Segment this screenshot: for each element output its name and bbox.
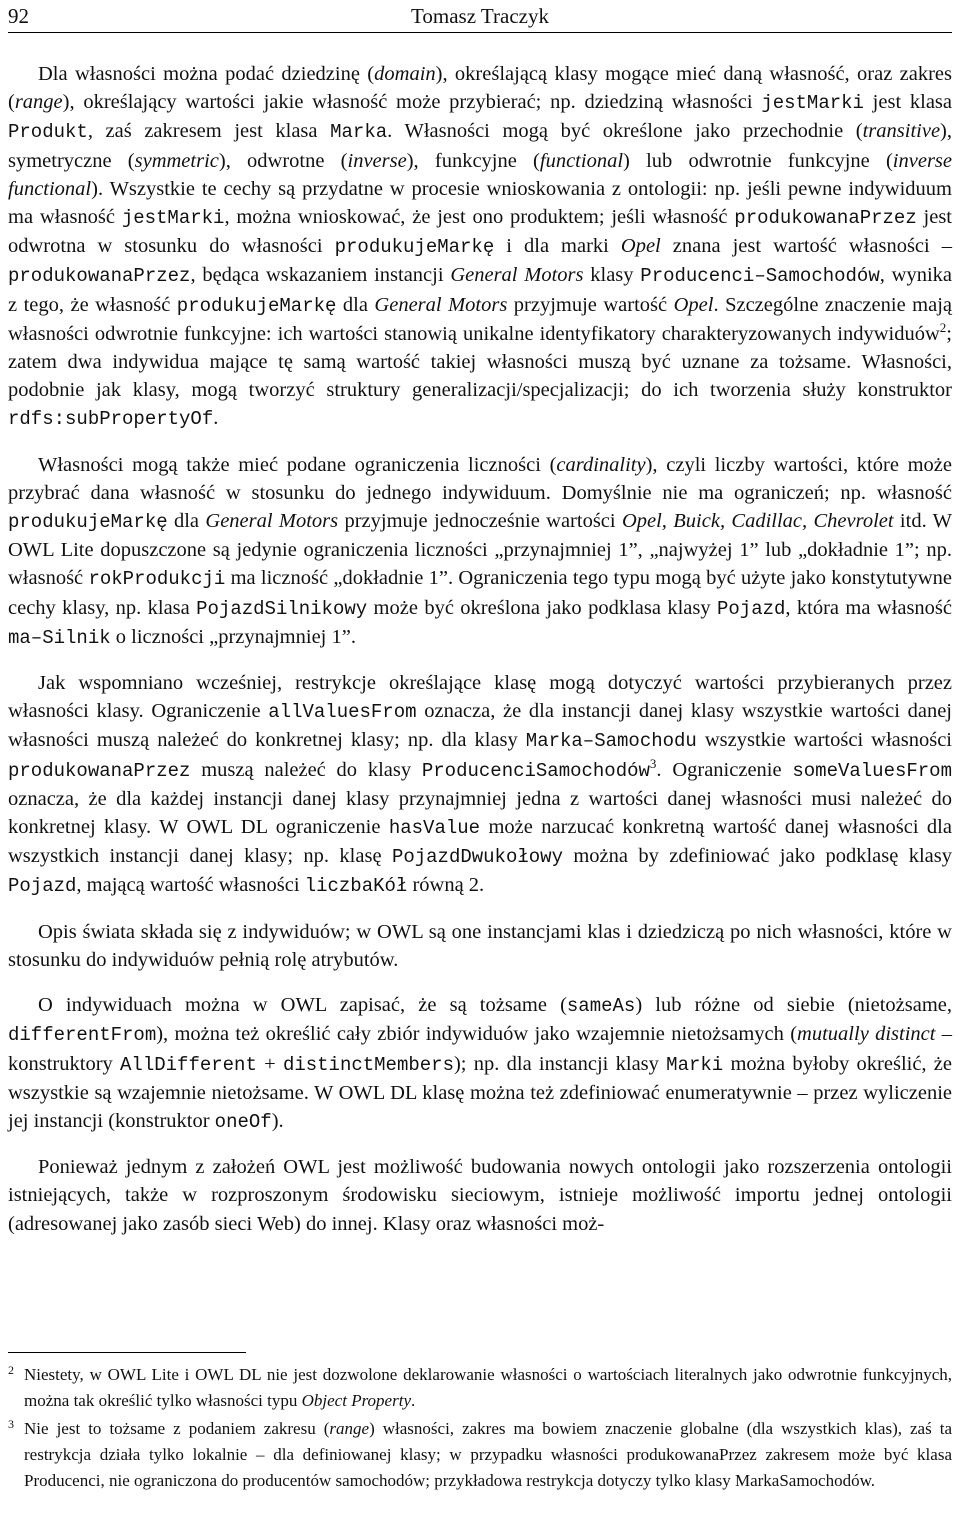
body-text (8, 60, 952, 1255)
code-term: oneOf (214, 1110, 272, 1133)
footnotes (8, 1362, 952, 1496)
code-term: produkujeMarkę (176, 294, 337, 317)
page-header (8, 0, 952, 33)
code-term: produkowanaPrzez (8, 265, 191, 288)
code-term: hasValue (388, 817, 481, 840)
code-term: Pojazd (716, 597, 786, 620)
code-term: AllDifferent (120, 1053, 257, 1076)
page-number: 92 (8, 4, 29, 28)
paragraph-individuals: Opis świata składa się z indywiduów; w OWL są one instancjami klas i dziedziczą po nich własności, które w stosunku do indywiduów pełnią rolę atrybutów. (8, 920, 952, 971)
code-term: PojazdDwukołowy (391, 846, 563, 869)
code-term: differentFrom (8, 1024, 157, 1047)
footnote-2: 2 Niestety, w OWL Lite i OWL DL nie jest dozwolone deklarowanie własności o wartościach literalnych jako odwrotnie funkcyjnych, można tak określić tylko własności typu Object Property. (8, 1362, 952, 1414)
code-term: Producenci–Samochodów (640, 265, 880, 288)
code-term: produkowanaPrzez (8, 759, 191, 782)
code-term: distinctMembers (282, 1053, 454, 1076)
code-term: rokProdukcji (88, 568, 226, 591)
footnote-3: 3 Nie jest to tożsame z podaniem zakresu (range) własności, zakres ma bowiem znaczenie globalne (dla wszystkich klas), zaś ta restrykcja działa tylko lokalnie – dla definiowanej klasy; w przypadku własności produkowanaPrzez zakresem może być klasa Producenci, nie ograniczona do producentów samochodów; przykładowa restrykcja dotyczy tylko klasy MarkaSamochodów. (8, 1416, 952, 1494)
footnote-ref-3[interactable]: 3 (649, 755, 657, 771)
paragraph-imports: Ponieważ jednym z założeń OWL jest możliwość budowania nowych ontologii jako rozszerzenia ontologii istniejących, także w rozproszonym środowisku sieciowym, istnieje możliwość importu jednej ontologii (adresowanej jako zasób sieci Web) do innej. Klasy oraz własności moż- (8, 1156, 952, 1235)
paragraph-properties-domain-range: Dla własności można podać dziedzinę (domain), określającą klasy mogące mieć daną własność, oraz zakres (range), określający wartości jakie własność może przybierać; np. dziedziną własności jestMarki jest klasa Produkt, zaś zakresem jest klasa Marka. Własności mogą być określone jako przechodnie (transitive), symetryczne (symmetric), odwrotne (inverse), funkcyjne (functional) lub odwrotnie funkcyjne (inverse functional). Wszystkie te cechy są przydatne w procesie wnioskowania z ontologii: np. jeśli pewne indywiduum ma własność jestMarki, można wnioskować, że jest ono produktem; jeśli własność produkowanaPrzez jest odwrotna w stosunku do własności produkujeMarkę i dla marki Opel znana jest wartość własności – produkowanaPrzez, będąca wskazaniem instancji General Motors klasy Producenci–Samochodów, wynika z tego, że własność produkujeMarkę dla General Motors przyjmuje wartość Opel. Szczególne znaczenie mają własności odwrotnie funkcyjne: ich wartości stanowią unikalne identyfikatory charakteryzowanych indywiduów$^2$; zatem dwa indywidua mające tę samą wartość takiej własności muszą być uznane za tożsame. Własności, podobnie jak klasy, mogą tworzyć struktury generalizacji/specjalizacji; do ich tworzenia służy konstruktor rdfs:subPropertyOf. (8, 63, 953, 431)
code-term: Marka (330, 121, 388, 144)
code-term: produkowanaPrzez (734, 207, 917, 230)
footnote-ref-2[interactable]: 2 (939, 320, 947, 335)
code-term: someValuesFrom (792, 759, 952, 782)
footnote-separator (8, 1352, 246, 1353)
running-head-author: Tomasz Traczyk (411, 4, 549, 28)
code-term: jestMarki (121, 207, 225, 230)
code-term: Marka–Samochodu (525, 730, 697, 753)
code-term: PojazdSilnikowy (196, 597, 368, 620)
code-term: ProducenciSamochodów (421, 759, 650, 782)
code-term: produkujeMarkę (8, 511, 168, 534)
paragraph-value-restrictions: Jak wspomniano wcześniej, restrykcje określające klasę mogą dotyczyć wartości przybieranych przez własności klasy. Ograniczenie allValuesFrom oznacza, że dla instancji danej klasy wszystkie wartości danej własności muszą należeć do konkretnej klasy; np. dla klasy Marka–Samochodu wszystkie wartości własności produkowanaPrzez muszą należeć do klasy ProducenciSamochodów$^3$. Ograniczenie someValuesFrom oznacza, że dla każdej instancji danej klasy przynajmniej jedna z wartości danej własności musi należeć do konkretnej klasy. W OWL DL ograniczenie hasValue może narzucać konkretną wartość danej własności dla wszystkich instancji danej klasy; np. klasę PojazdDwukołowy można by zdefiniować jako podklasę klasy Pojazd, mającą wartość własności liczbaKół równą 2. (8, 672, 952, 898)
code-term: sameAs (566, 995, 636, 1018)
code-term: Pojazd (8, 875, 77, 898)
code-term: produkujeMarkę (334, 236, 495, 259)
code-term: allValuesFrom (268, 701, 417, 724)
paragraph-identity: O indywiduach można w OWL zapisać, że są tożsame (sameAs) lub różne od siebie (nietożsame, differentFrom), można też określić cały zbiór indywiduów jako wzajemnie nietożsamych (mutually distinct – konstruktory AllDifferent + distinctMembers); np. dla instancji klasy Marki można byłoby określić, że wszystkie są wzajemnie nietożsame. W OWL DL klasę można też zdefiniować enumeratywnie – przez wyliczenie jej instancji (konstruktor oneOf). (8, 994, 953, 1133)
footnote-mark: 3 (8, 1417, 14, 1431)
code-term: jestMarki (761, 92, 864, 115)
paragraph-cardinality: Własności mogą także mieć podane ograniczenia liczności (cardinality), czyli liczby wartości, które może przybrać dana własność w stosunku do jednego indywiduum. Domyślnie nie ma ograniczeń; np. własność produkujeMarkę dla General Motors przyjmuje jednocześnie wartości Opel, Buick, Cadillac, Chevrolet itd. W OWL Lite dopuszczone są jedynie ograniczenia liczności „przynajmniej 1”, „najwyżej 1” lub „dokładnie 1”; np. własność rokProdukcji ma liczność „dokładnie 1”. Ograniczenia tego typu mogą być użyte jako konstytutywne cechy klasy, np. klasa PojazdSilnikowy może być określona jako podklasa klasy Pojazd, która ma własność ma–Silnik o liczności „przynajmniej 1”. (8, 453, 953, 649)
footnote-mark: 2 (8, 1363, 14, 1377)
code-term: ma–Silnik (8, 626, 111, 649)
code-term: liczbaKół (304, 875, 408, 898)
code-term: Produkt (8, 121, 88, 144)
code-term: rdfs:subPropertyOf (8, 408, 214, 431)
code-term: Marki (666, 1053, 724, 1076)
